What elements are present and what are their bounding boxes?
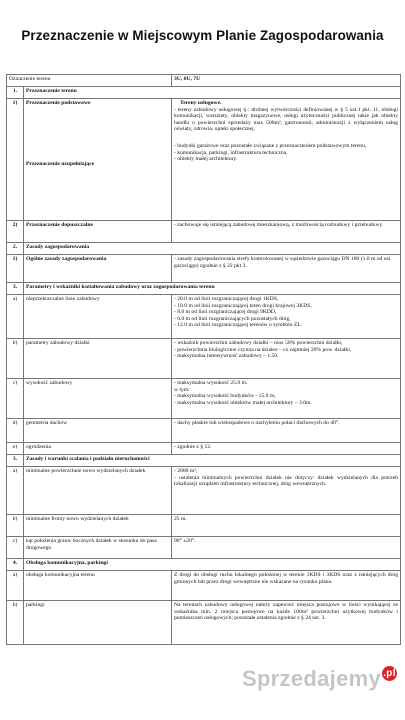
row-label: [24, 99, 172, 221]
watermark-text: Sprzedajemy: [241, 666, 381, 691]
value-line: w tym:: [174, 386, 190, 393]
section-number: 3.: [7, 455, 24, 467]
row-value: [172, 99, 401, 221]
label-secondary: Przeznaczenie uzupełniające: [26, 160, 95, 167]
table-row: [7, 379, 401, 419]
row-value: - zasady zagospodarowania strefy kontrolowanej w sąsiedztwie gazociągu DN 180 (1.0 m od osi gazociągu) zgodnie z § 22 pkt 3.: [172, 255, 401, 283]
section-number: 4.: [7, 559, 24, 571]
row-value: 90° ±20°.: [172, 537, 401, 559]
value-line: - maksymalna wysokość obiektów małej architektury – 3.0m.: [174, 399, 312, 406]
value-heading: Tereny usługowe.: [180, 100, 222, 106]
value-line: - maksymalna intensywność zabudowy – 1.50.: [174, 353, 279, 360]
row-number: a): [7, 295, 24, 339]
row-label: obsługa komunikacyjna terenu: [24, 571, 172, 601]
row-number: a): [7, 571, 24, 601]
value-text: - komunikacja, parkingi, infrastruktura techniczna,: [174, 149, 288, 156]
section-title: Przeznaczenie terenu: [24, 87, 401, 99]
value-line: - maksymalna wysokość 25.0 m.: [174, 380, 248, 386]
table-row: [7, 75, 401, 87]
row-label: wysokość zabudowy: [24, 379, 172, 419]
row-number: c): [7, 537, 24, 559]
section-number: 2.: [7, 243, 24, 255]
table-row: [7, 339, 401, 379]
row-label: parkingi: [24, 601, 172, 645]
row-value: - zgodnie z § 12.: [172, 443, 401, 455]
value-line: - ustalenia minimalnych powierzchni działek nie dotyczy: działek wydzielanych dla potrzeb lokalizacji urządzeń infrastruktury technicznej, dróg wewnętrznych.: [174, 474, 398, 488]
value-line: - maksymalna wysokość budynków - 15.0 m,: [174, 393, 276, 400]
table-row: [7, 221, 401, 243]
row-value: - dachy płaskie lub wielospadowe o nachyleniu połaci dachowych do 40°.: [172, 419, 401, 443]
table-row: [7, 515, 401, 537]
table-row: [7, 571, 401, 601]
row-number: e): [7, 443, 24, 455]
section-title: Parametry i wskaźniki kształtowania zabudowy oraz zagospodarowania terenu: [24, 283, 401, 295]
row-value: Na terenach zabudowy usługowej należy zapewnić miejsca postojowe w ilości wynikającej ze wskaźnika min. 2 miejsca postojowe na każde 100m² powierzchni użytkowej budynków i pomieszczeń usługowych; pozostałe ustalenia zgodnie z § 24 ust. 3.: [172, 601, 401, 645]
row-value: [172, 295, 401, 339]
section-number: 1.: [7, 87, 24, 99]
page-title: Przeznaczenie w Miejscowym Planie Zagospodarowania: [21, 28, 384, 43]
row-number: d): [7, 419, 24, 443]
header-label: Oznaczenie terenu: [7, 75, 172, 87]
value-line: - 8.0 m od linii rozgraniczającej drogi 9KDD,: [174, 309, 277, 316]
value-line: - powierzchnia biologicznie czynna na działce – co najmniej 20% pow. działki,: [174, 346, 352, 353]
value-line: - 12.0 m od linii rozgraniczającej terenów o symbolu ZL.: [174, 322, 303, 329]
value-text: - budynki garażowe oraz pozostałe związane z przeznaczeniem podstawowym terenu,: [174, 142, 367, 149]
row-label: geometria dachów: [24, 419, 172, 443]
row-label: kąt położenia granic bocznych działek w stosunku do pasa drogowego: [24, 537, 172, 559]
row-value: - zachowuje się istniejącą zabudowę mieszkaniową, z możliwością rozbudowy i przebudowy.: [172, 221, 401, 243]
row-value: 25 m.: [172, 515, 401, 537]
section-row: [7, 243, 401, 255]
value-line: - 10.0 m od linii rozgraniczającej teren drogi krajowej 3KDS,: [174, 302, 312, 309]
row-label: minimalne powierzchnie nowo wydzielanych działek: [24, 467, 172, 515]
watermark-logo: [242, 666, 397, 692]
row-value: [172, 467, 401, 515]
section-title: Zasady zagospodarowania: [24, 243, 401, 255]
row-value: Z drogi do obsługi ruchu lokalnego położonej w terenie 1KDS i 3KDS oraz z istniejących dróg gminnych lub przez drogi wewnętrzne nie wskazane na rysunku planu.: [172, 571, 401, 601]
value-line: - wskaźnik powierzchni zabudowy działki – max 50% powierzchni działki,: [174, 340, 343, 346]
value-line: - 2000 m²,: [174, 468, 198, 474]
label-primary: Przeznaczenie podstawowe: [26, 100, 91, 106]
section-title: Obsługa komunikacyjna, parkingi: [24, 559, 401, 571]
value-text: - obiekty małej architektury.: [174, 156, 238, 163]
row-number: b): [7, 601, 24, 645]
section-row: [7, 455, 401, 467]
row-number: 1): [7, 255, 24, 283]
row-label: minimalne fronty nowo wydzielanych działek: [24, 515, 172, 537]
row-number: c): [7, 379, 24, 419]
section-title: Zasady i warunki scalania i podziału nieruchomości: [24, 455, 401, 467]
section-number: 3.: [7, 283, 24, 295]
row-number: 1): [7, 99, 24, 221]
zoning-table: [6, 74, 400, 645]
row-number: b): [7, 339, 24, 379]
row-label: parametry zabudowy działki: [24, 339, 172, 379]
section-row: [7, 87, 401, 99]
section-row: [7, 283, 401, 295]
watermark-badge: .pl: [383, 668, 396, 679]
row-label: Przeznaczenie dopuszczalne: [24, 221, 172, 243]
table-row: [7, 295, 401, 339]
section-row: [7, 559, 401, 571]
table-row: [7, 255, 401, 283]
value-text: - tereny zabudowy usługowej tj.: drobnej wytwórczości definiowanej w § 5 ust.1 pkt. 11, obsługi komunikacji, warsztaty, obiekty magazynowe, usługi użyteczności publicznej takie jak obiekty handlu o powierzchni sprzedaży max 500m², gastronomii, administracji z wyłączeniem usług oświaty, zdrowia, opieki społecznej.: [174, 106, 398, 133]
table-row: [7, 467, 401, 515]
row-number: a): [7, 467, 24, 515]
row-number: 2): [7, 221, 24, 243]
value-line: - 20.0 m od linii rozgraniczającej drogi 1KDS,: [174, 296, 279, 302]
row-number: b): [7, 515, 24, 537]
row-label: nieprzekraczalne linie zabudowy: [24, 295, 172, 339]
value-line: - 6.0 m od linii rozgraniczających pozostałych dróg,: [174, 315, 291, 322]
table-row: [7, 443, 401, 455]
header-value: 3U, 6U, 7U: [172, 75, 401, 87]
row-label: Ogólne zasady zagospodarowania: [24, 255, 172, 283]
row-label: ogrodzenia: [24, 443, 172, 455]
table-row: [7, 537, 401, 559]
row-value: [172, 339, 401, 379]
table-row: [7, 419, 401, 443]
table-row: [7, 99, 401, 221]
table-row: [7, 601, 401, 645]
row-value: [172, 379, 401, 419]
